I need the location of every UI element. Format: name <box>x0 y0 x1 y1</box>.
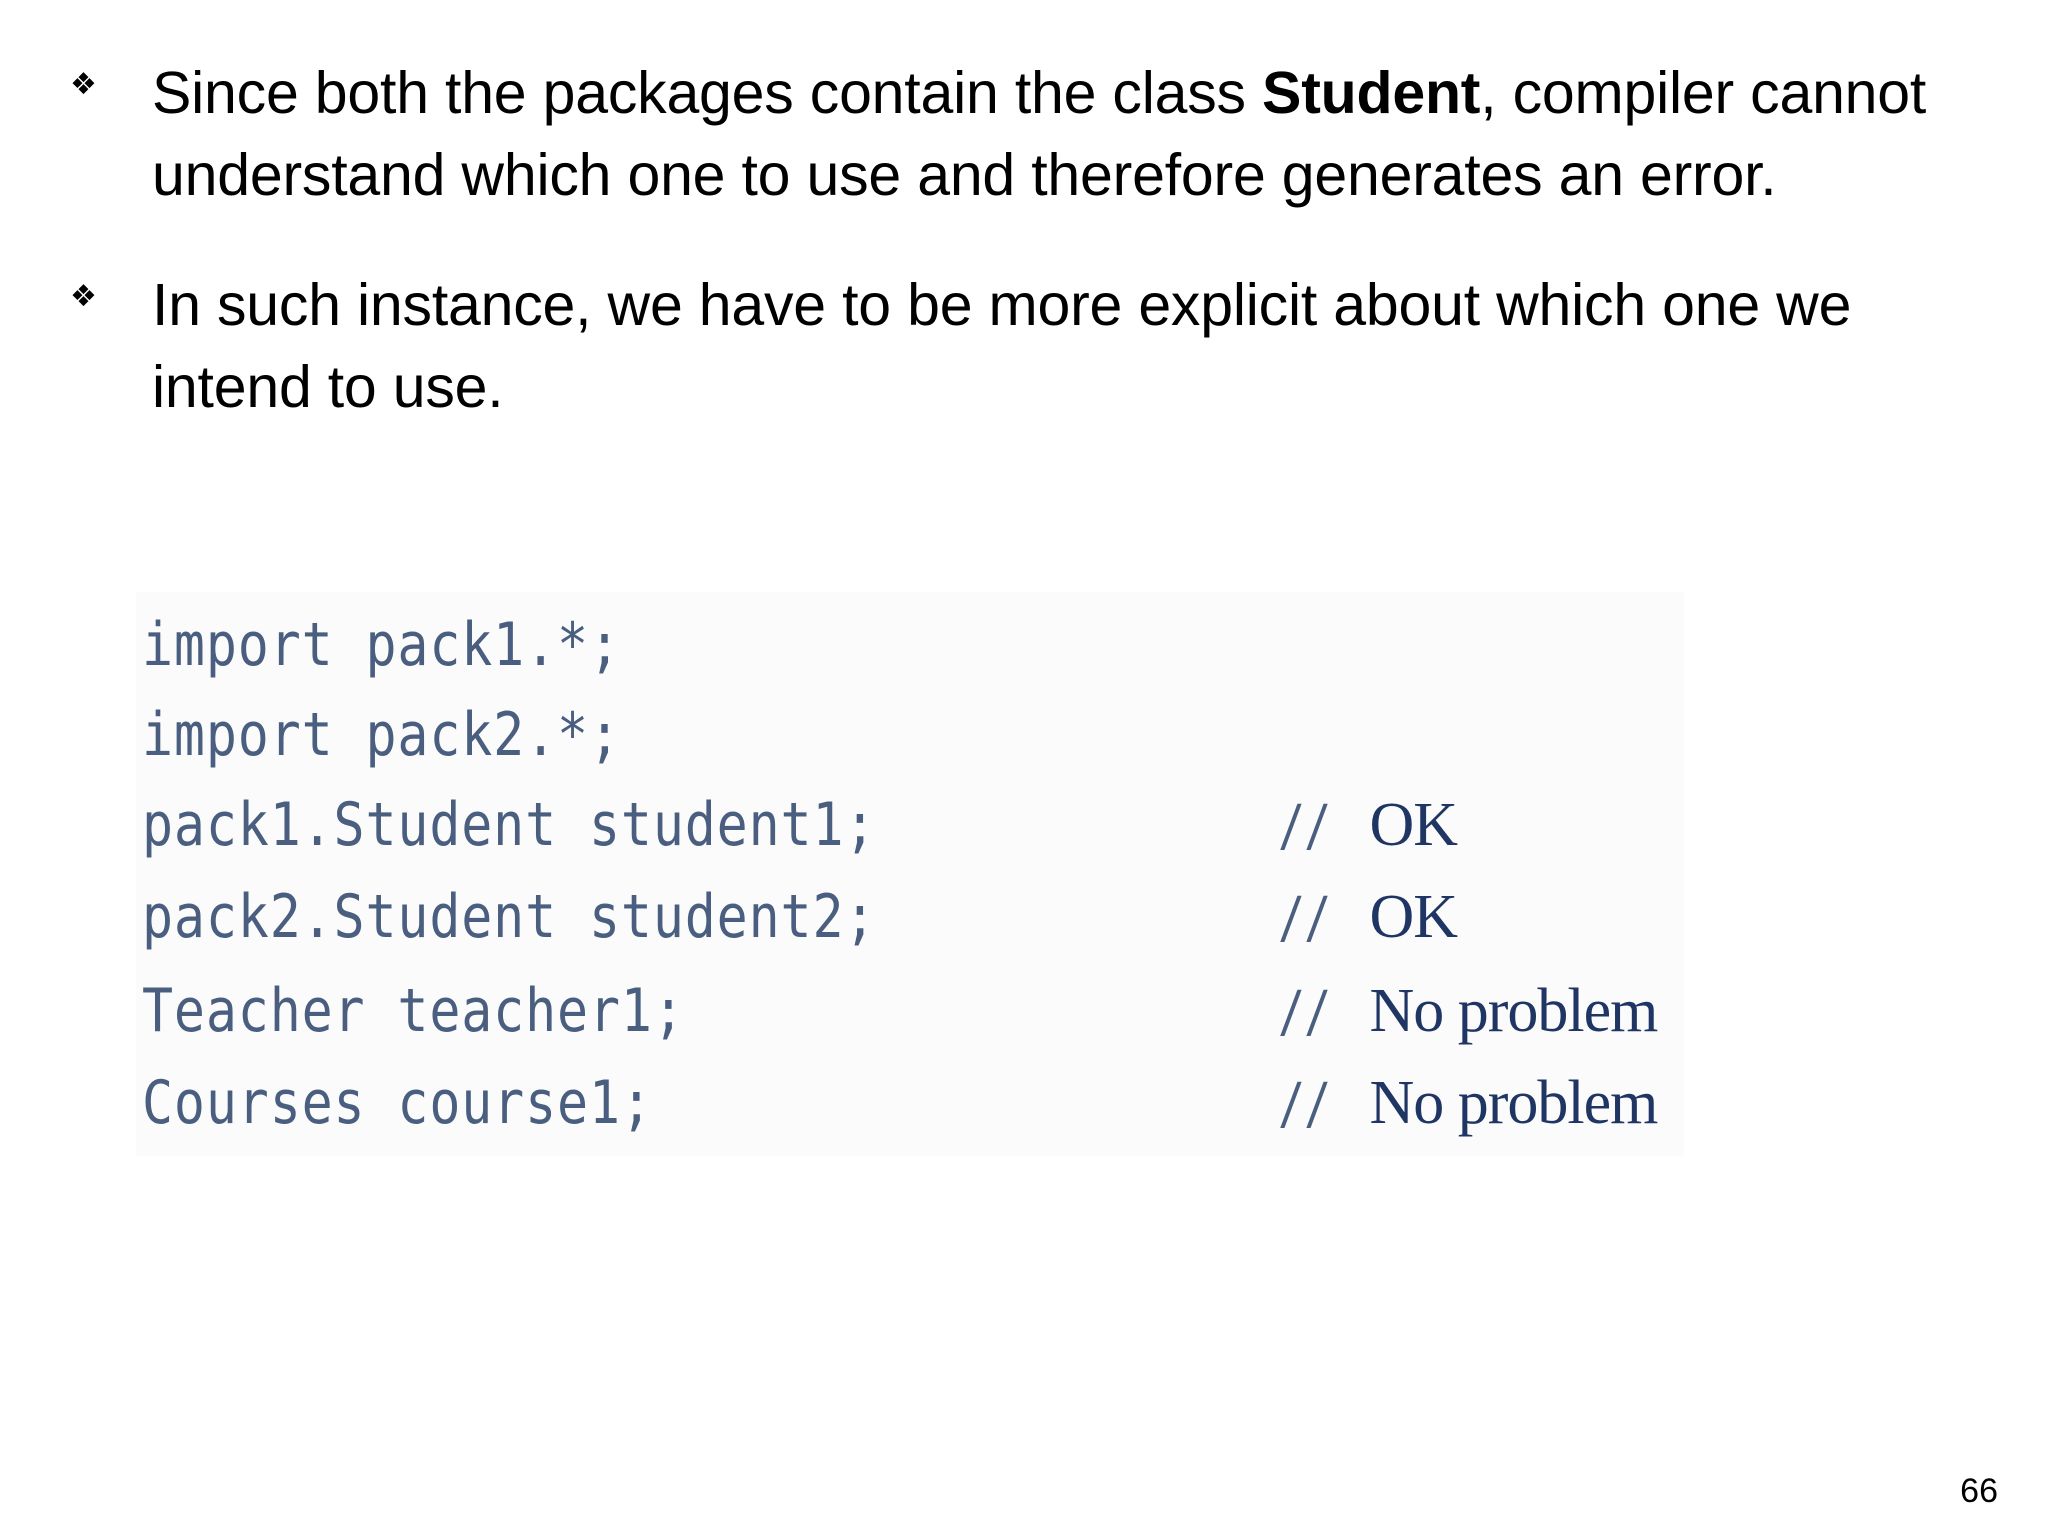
code-line-6 <box>142 1058 1672 1148</box>
bullet-text-1 <box>152 52 2000 216</box>
code-line-1 <box>142 600 1672 690</box>
page-number: 66 <box>1960 1472 1998 1510</box>
code-line-6-code: Courses course1; <box>142 1068 653 1138</box>
comment-slashes: // <box>1278 794 1331 859</box>
code-line-6-comment-text: No problem <box>1369 1069 1658 1137</box>
code-line-2 <box>142 690 1672 780</box>
bullet-text-1-before: Since both the packages contain the class <box>152 60 1263 126</box>
bullet-text-2: In such instance, we have to be more explicit about which one we intend to use. <box>152 272 1852 420</box>
code-line-3-code: pack1.Student student1; <box>142 790 877 860</box>
code-line-4 <box>142 872 1672 962</box>
bullet-text-1-emphasis: Student <box>1262 60 1481 126</box>
comment-slashes: // <box>1278 886 1331 951</box>
code-line-5-comment-text: No problem <box>1369 977 1658 1045</box>
bullet-item-2 <box>70 264 2000 428</box>
bullet-text-1-after: , compiler cannot understand which one to use and therefore generates an error. <box>152 60 1927 208</box>
code-line-3 <box>142 780 1672 870</box>
code-line-2-code: import pack2.*; <box>142 700 621 770</box>
code-line-4-comment <box>1278 872 1457 964</box>
code-line-1-code: import pack1.*; <box>142 610 621 680</box>
code-line-4-code: pack2.Student student2; <box>142 882 877 952</box>
code-line-5-code: Teacher teacher1; <box>142 976 685 1046</box>
code-line-3-comment-text: OK <box>1369 791 1457 859</box>
code-snippet-image <box>136 592 1684 1156</box>
diamond-bullet-icon: ❖ <box>70 67 97 102</box>
bullet-item-1 <box>70 52 2000 216</box>
code-line-3-comment <box>1278 780 1457 872</box>
comment-slashes: // <box>1278 1072 1331 1137</box>
code-line-6-comment <box>1278 1058 1657 1150</box>
code-line-5 <box>142 966 1672 1056</box>
code-line-4-comment-text: OK <box>1369 883 1457 951</box>
comment-slashes: // <box>1278 980 1331 1045</box>
diamond-bullet-icon: ❖ <box>70 279 97 314</box>
bullet-list <box>70 52 2000 476</box>
code-line-5-comment <box>1278 966 1657 1058</box>
